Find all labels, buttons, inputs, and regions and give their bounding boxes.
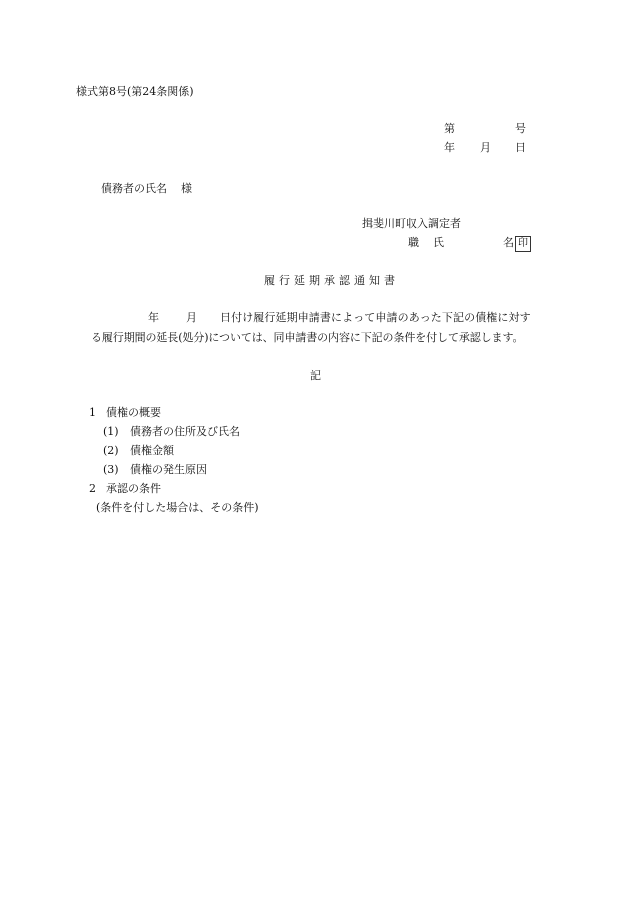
item-1-2-text: 債権金額 — [130, 444, 174, 457]
item-1-1-num: (1) — [103, 425, 119, 438]
item-1-text: 債権の概要 — [106, 406, 161, 419]
date-day: 日 — [515, 141, 526, 154]
item-1-num: 1 — [89, 406, 96, 419]
item-1-3-text: 債権の発生原因 — [130, 463, 207, 476]
body-month: 月 — [186, 311, 197, 324]
addressee-honorific: 様 — [181, 182, 192, 195]
item-1-2-num: (2) — [103, 444, 119, 457]
item-1-3-num: (3) — [103, 463, 119, 476]
form-label: 様式第8号(第24条関係) — [76, 85, 194, 98]
issuer-mei — [503, 235, 531, 252]
issuer-mei-label: 名 — [503, 236, 514, 249]
seal-stamp: 印 — [515, 236, 531, 252]
item-2-num: 2 — [89, 482, 96, 495]
issuer-shoku: 職 — [408, 236, 419, 249]
body-year: 年 — [148, 311, 159, 324]
number-suffix: 号 — [515, 122, 526, 135]
body-line-2: る履行期間の延長(処分)については、同申請書の内容に下記の条件を付して承認します。 — [91, 331, 524, 344]
body-line-1: 日付け履行延期申請書によって申請のあった下記の債権に対す — [220, 311, 531, 324]
number-prefix: 第 — [444, 122, 455, 135]
item-2-condition: (条件を付した場合は、その条件) — [96, 501, 259, 514]
date-month: 月 — [480, 141, 491, 154]
item-2-text: 承認の条件 — [106, 482, 161, 495]
date-year: 年 — [444, 141, 455, 154]
issuer-shi: 氏 — [433, 236, 444, 249]
document-title: 履行延期承認通知書 — [264, 274, 399, 287]
item-1-1-text: 債務者の住所及び氏名 — [130, 425, 240, 438]
ki-heading: 記 — [310, 369, 321, 382]
issuer-org: 揖斐川町収入調定者 — [362, 217, 461, 230]
addressee-name: 債務者の氏名 — [101, 182, 167, 195]
